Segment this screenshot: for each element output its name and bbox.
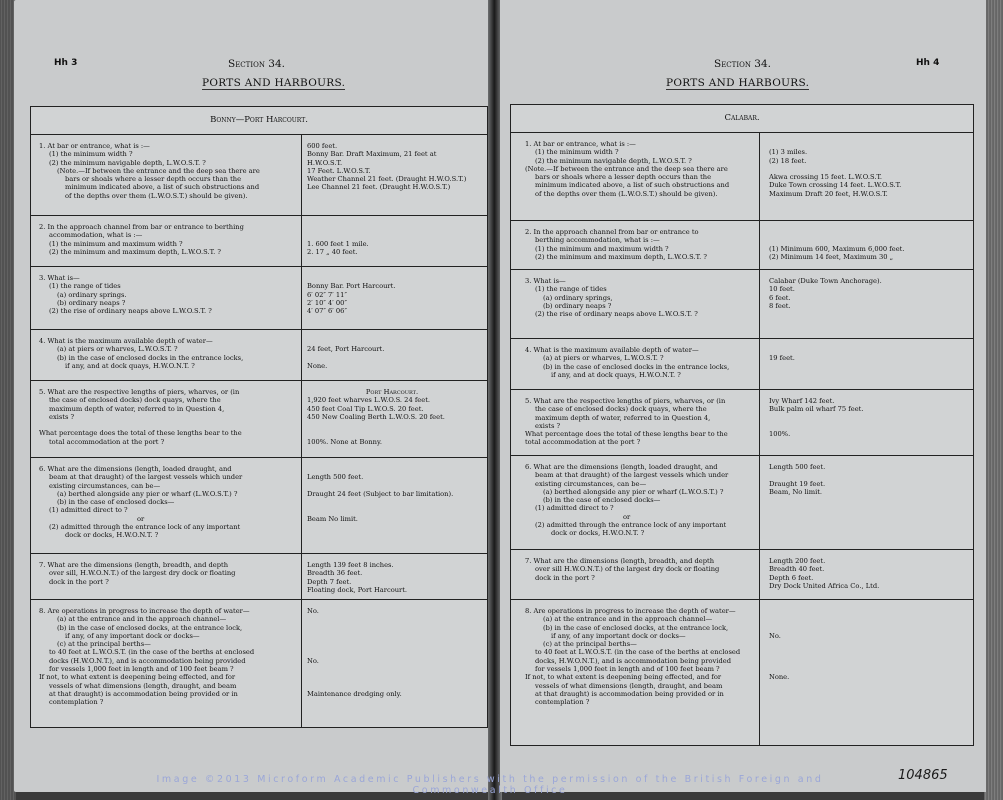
question-line: (1) the minimum and maximum width ? — [49, 239, 183, 248]
answer-line — [307, 498, 453, 506]
question-line: or — [137, 514, 145, 523]
table-heading: Bonny—Port Harcourt. — [31, 107, 487, 135]
question-4 — [39, 337, 243, 370]
question-line: 4. What is the maximum available depth of water— — [525, 346, 699, 354]
answer-1 — [307, 142, 466, 192]
row-divider — [31, 266, 487, 267]
answer-6 — [307, 465, 453, 523]
answer-line — [769, 648, 789, 656]
answer-line: Length 500 feet. — [769, 463, 826, 471]
question-line: 7. What are the dimensions (length, breadth, and depth — [39, 561, 229, 569]
question-5 — [525, 397, 728, 447]
answer-line: 19 feet. — [769, 354, 795, 363]
question-line: (c) at the principal berths— — [57, 640, 151, 649]
page-title: PORTS AND HARBOURS. — [202, 77, 346, 89]
question-line: 1. At bar or entrance, what is :— — [39, 142, 150, 150]
answer-line — [307, 421, 477, 429]
column-divider — [759, 132, 760, 745]
question-line: the case of enclosed docks) dock quays, where the — [49, 396, 221, 405]
section-heading: Section 34. — [714, 58, 771, 70]
question-line: 1. At bar or entrance, what is :— — [525, 140, 636, 148]
question-line: (a) berthed alongside any pier or wharf (L.W.O.S.T.) ? — [543, 487, 724, 496]
question-5 — [39, 388, 242, 446]
question-line: 8. Are operations in progress to increase the depth of water— — [525, 607, 736, 615]
question-line: (a) at piers or wharves, L.W.O.S.T. ? — [57, 345, 178, 354]
section-heading: Section 34. — [228, 58, 285, 70]
answer-line: Maximum Draft 20 feet, H.W.O.S.T. — [769, 189, 888, 198]
answer-line: Lee Channel 21 feet. (Draught H.W.O.S.T.) — [307, 183, 451, 192]
answer-line: 450 feet Coal Tip L.W.O.S. 20 feet. — [307, 404, 424, 413]
answer-line: Dry Dock United Africa Co., Ltd. — [769, 581, 880, 590]
answer-line — [769, 165, 901, 173]
answer-line: (1) 3 miles. — [769, 148, 808, 157]
question-line: if any, and at dock quays, H.W.O.N.T. ? — [551, 370, 681, 379]
answer-line — [307, 231, 369, 239]
answer-line — [769, 422, 864, 430]
answer-line — [769, 140, 901, 148]
question-line: (Note.—If between the entrance and the deep sea there are — [525, 164, 728, 173]
page-mark: Hh 4 — [916, 58, 940, 68]
answer-7 — [307, 561, 407, 594]
answer-line — [307, 682, 402, 690]
question-line: 4. What is the maximum available depth of water— — [39, 337, 213, 345]
question-line: If not, to what extent is deepening being effected, and for — [39, 673, 236, 682]
answer-line — [307, 624, 402, 632]
question-line: (b) in the case of enclosed docks in the entrance locks, — [57, 353, 244, 362]
question-line: 3. What is— — [525, 277, 566, 285]
answer-line: Floating dock, Port Harcourt. — [307, 585, 408, 594]
question-7 — [525, 557, 719, 582]
answer-3 — [307, 274, 395, 315]
question-line: (2) the rise of ordinary neaps above L.W.O.S.T. ? — [49, 307, 212, 316]
question-line: for vessels 1,000 feet in length and of 100 feet beam ? — [535, 665, 720, 674]
question-line: (b) in the case of enclosed docks, at the entrance lock, — [543, 623, 729, 632]
answer-line — [769, 657, 789, 665]
question-line: accommodation, what is :— — [49, 231, 143, 240]
question-line: at that draught) is accommodation being provided or in — [535, 689, 724, 698]
answer-line — [769, 236, 905, 244]
question-line: What percentage does the total of these lengths bear to the — [525, 430, 728, 439]
question-line: (Note.—If between the entrance and the deep sea there are — [57, 166, 260, 175]
answer-line — [307, 429, 477, 437]
question-line: (1) the minimum width ? — [49, 150, 133, 159]
answer-line: Breadth 40 feet. — [769, 565, 825, 574]
question-line: (a) ordinary springs, — [543, 293, 613, 302]
answer-line — [307, 673, 402, 681]
answer-line: 4′ 07″ 6′ 06″ — [307, 307, 347, 316]
row-divider — [511, 338, 973, 339]
answer-line: (2) Minimum 14 feet, Maximum 30 „ — [769, 252, 894, 261]
answer-line: 600 feet. — [307, 142, 338, 150]
answer-line: 2. 17 „ 40 feet. — [307, 247, 358, 256]
answer-line: Maintenance dredging only. — [307, 689, 402, 698]
question-line: existing circumstances, can be— — [535, 479, 647, 488]
answer-line: None. — [769, 673, 790, 682]
answer-3 — [769, 277, 882, 310]
answer-heading: Port Harcourt. — [365, 388, 419, 396]
row-divider — [511, 549, 973, 550]
answer-line — [769, 665, 789, 673]
answer-line — [307, 465, 453, 473]
question-line: contemplation ? — [535, 698, 590, 707]
answer-line: Breadth 36 feet. — [307, 569, 363, 578]
answer-line — [769, 346, 795, 354]
row-divider — [31, 380, 487, 381]
answer-line — [307, 223, 369, 231]
question-line: contemplation ? — [49, 698, 104, 707]
question-line: (a) at piers or wharves, L.W.O.S.T. ? — [543, 354, 664, 363]
row-divider — [511, 599, 973, 600]
answer-line — [769, 615, 789, 623]
question-8 — [525, 607, 740, 707]
question-line: 6. What are the dimensions (length, loaded draught, and — [525, 463, 718, 471]
question-line: (c) at the principal berths— — [543, 640, 637, 649]
watermark: Image ©2013 Microform Academic Publishers with the permission of the British Foreign and Commonwealth Office — [156, 774, 824, 796]
question-line: 5. What are the respective lengths of piers, wharves, or (in — [525, 397, 726, 405]
question-line: to 40 feet at L.W.O.S.T. (in the case of the berths at enclosed — [535, 648, 741, 657]
question-line: (1) the minimum and maximum width ? — [535, 244, 669, 253]
question-line: of the depths over them (L.W.O.S.T.) should be given). — [535, 189, 718, 198]
question-6 — [525, 463, 728, 538]
question-line: (b) ordinary neaps ? — [543, 301, 612, 310]
question-line: (2) the minimum and maximum depth, L.W.O.S.T. ? — [535, 252, 707, 261]
answer-line: Duke Town crossing 14 feet. L.W.O.S.T. — [769, 181, 902, 190]
question-line: minimum indicated above, a list of such obstructions and — [535, 181, 730, 190]
row-divider — [31, 329, 487, 330]
answer-line — [307, 665, 402, 673]
answer-line — [307, 482, 453, 490]
question-line: 7. What are the dimensions (length, breadth, and depth — [525, 557, 715, 565]
answer-line: Weather Channel 21 feet. (Draught H.W.O.S.T.) — [307, 175, 467, 184]
question-line: 8. Are operations in progress to increase the depth of water— — [39, 607, 250, 615]
question-line: (b) in the case of enclosed docks in the entrance locks, — [543, 362, 730, 371]
answer-4 — [769, 346, 795, 363]
answer-line: 6 feet. — [769, 293, 791, 302]
question-line: over sill, H.W.O.N.T.) of the largest dry dock or floating — [49, 569, 236, 578]
answer-line: Length 500 feet. — [307, 473, 364, 482]
question-line: (b) ordinary neaps ? — [57, 298, 126, 307]
question-line: (a) ordinary springs. — [57, 290, 127, 299]
row-divider — [31, 457, 487, 458]
answer-1 — [769, 140, 901, 198]
answer-line: 100%. — [769, 430, 791, 439]
questionnaire-table — [30, 106, 488, 728]
row-divider — [31, 553, 487, 554]
question-line: What percentage does the total of these lengths bear to the — [39, 429, 242, 438]
question-line: (b) in the case of enclosed docks, at the entrance lock, — [57, 623, 243, 632]
question-line: docks (H.W.O.N.T.), and is accommodation being provided — [49, 656, 246, 665]
question-line: (1) the minimum width ? — [535, 148, 619, 157]
question-line: (1) admitted direct to ? — [535, 504, 614, 513]
question-line: beam at that draught) of the largest vessels which under — [535, 471, 729, 480]
question-line: (a) at the entrance and in the approach channel— — [57, 615, 227, 624]
question-3 — [525, 277, 698, 318]
answer-line: H.W.O.S.T. — [307, 158, 343, 167]
question-line — [39, 421, 242, 429]
question-line: if any, of any important dock or docks— — [551, 631, 686, 640]
question-8 — [39, 607, 254, 707]
question-line: vessels of what dimensions (length, draught, and beam — [49, 681, 237, 690]
question-line: 2. In the approach channel from bar or entrance to berthing — [39, 223, 244, 231]
answer-line: Draught 19 feet. — [769, 479, 826, 488]
questionnaire-table — [510, 104, 974, 746]
question-line: maximum depth of water, referred to in Question 4, — [49, 404, 225, 413]
answer-2 — [307, 223, 369, 256]
answer-line: Bulk palm oil wharf 75 feet. — [769, 405, 864, 414]
page-title: PORTS AND HARBOURS. — [666, 77, 810, 89]
question-line: dock or docks, H.W.O.N.T. ? — [551, 529, 645, 538]
row-divider — [31, 215, 487, 216]
question-line: (2) admitted through the entrance lock of any important — [535, 521, 727, 530]
answer-line: No. — [307, 656, 319, 665]
answer-line: 1. 600 feet 1 mile. — [307, 239, 369, 248]
answer-7 — [769, 557, 879, 590]
answer-line: 10 feet. — [769, 285, 795, 294]
answer-line — [769, 471, 825, 479]
row-divider — [31, 599, 487, 600]
answer-4 — [307, 337, 384, 370]
question-line: to 40 feet at L.W.O.S.T. (in the case of the berths at enclosed — [49, 648, 255, 657]
answer-line — [769, 228, 905, 236]
answer-line: Beam, No limit. — [769, 487, 823, 496]
answer-line: 24 feet, Port Harcourt. — [307, 345, 385, 354]
answer-line — [769, 624, 789, 632]
question-line: (a) berthed alongside any pier or wharf (L.W.O.S.T.) ? — [57, 489, 238, 498]
answer-6 — [769, 463, 825, 496]
question-line: bars or shoals where a lesser depth occurs than the — [535, 173, 712, 182]
answer-5 — [769, 397, 864, 438]
question-line: 6. What are the dimensions (length, loaded draught, and — [39, 465, 232, 473]
question-line: dock in the port ? — [49, 577, 109, 586]
question-line: docks, H.W.O.N.T.), and is accommodation being provided — [535, 656, 731, 665]
answer-line — [307, 506, 453, 514]
question-line: if any, of any important dock or docks— — [65, 631, 200, 640]
answer-line: 6′ 02″ 7′ 11″ — [307, 290, 347, 299]
answer-line: 1,920 feet wharves L.W.O.S. 24 feet. — [307, 396, 431, 405]
answer-line: Akwa crossing 15 feet. L.W.O.S.T. — [769, 173, 883, 182]
question-line: total accommodation at the port ? — [49, 437, 165, 446]
question-line: the case of enclosed docks) dock quays, where the — [535, 405, 707, 414]
answer-line: Draught 24 feet (Subject to bar limitation). — [307, 489, 454, 498]
answer-line — [769, 607, 789, 615]
answer-line: No. — [307, 607, 319, 615]
question-line: (a) at the entrance and in the approach channel— — [543, 615, 713, 624]
page-mark: Hh 3 — [54, 58, 78, 68]
answer-line: 100%. None at Bonny. — [307, 437, 383, 446]
left-page — [14, 0, 490, 792]
question-line: (1) the range of tides — [49, 282, 121, 291]
row-divider — [511, 220, 973, 221]
question-1 — [525, 140, 729, 198]
question-line: (2) the minimum and maximum depth, L.W.O.S.T. ? — [49, 247, 221, 256]
answer-line — [307, 337, 384, 345]
question-line: 3. What is— — [39, 274, 80, 282]
answer-line: Bonny Bar. Draft Maximum, 21 feet at — [307, 150, 437, 159]
question-line: exists ? — [535, 421, 561, 430]
question-line: at that draught) is accommodation being provided or in — [49, 689, 238, 698]
question-line: minimum indicated above, a list of such obstructions and — [65, 183, 260, 192]
answer-line: Length 139 feet 8 inches. — [307, 561, 394, 569]
answer-line — [307, 354, 384, 362]
question-4 — [525, 346, 729, 379]
answer-8 — [307, 607, 402, 698]
question-line: (2) the minimum navigable depth, L.W.O.S.T. ? — [49, 158, 206, 167]
row-divider — [511, 389, 973, 390]
answer-5 — [307, 388, 477, 446]
answer-line — [307, 615, 402, 623]
question-2 — [525, 228, 707, 261]
answer-8 — [769, 607, 789, 682]
answer-line: 2′ 10″ 4′ 00″ — [307, 298, 347, 307]
question-line: (b) in the case of enclosed docks— — [57, 498, 175, 507]
right-page — [500, 0, 986, 792]
question-line: 5. What are the respective lengths of piers, wharves, or (in — [39, 388, 240, 396]
question-line: exists ? — [49, 412, 75, 421]
handwritten-reference: 104865 — [898, 768, 948, 783]
question-2 — [39, 223, 244, 256]
question-line: berthing accommodation, what is :— — [535, 236, 660, 245]
answer-line — [307, 640, 402, 648]
column-divider — [301, 134, 302, 727]
question-line: total accommodation at the port ? — [525, 438, 641, 447]
answer-line — [307, 648, 402, 656]
answer-line: None. — [307, 361, 328, 370]
answer-line: 450 New Coaling Berth L.W.O.S. 20 feet. — [307, 412, 445, 421]
question-line: vessels of what dimensions (length, draught, and beam — [535, 681, 723, 690]
table-heading: Calabar. — [511, 105, 973, 133]
answer-line: Depth 6 feet. — [769, 573, 814, 582]
row-divider — [511, 269, 973, 270]
question-line: maximum depth of water, referred to in Question 4, — [535, 413, 711, 422]
question-line: dock or docks, H.W.O.N.T. ? — [65, 531, 159, 540]
question-line: (2) admitted through the entrance lock of any important — [49, 523, 241, 532]
answer-line: 17 Feet. L.W.O.S.T. — [307, 166, 371, 175]
question-7 — [39, 561, 235, 586]
answer-line: Bonny Bar. Port Harcourt. — [307, 282, 396, 291]
question-line: (2) the minimum navigable depth, L.W.O.S.T. ? — [535, 156, 692, 165]
answer-line: Beam No limit. — [307, 514, 358, 523]
answer-line: Length 200 feet. — [769, 557, 826, 565]
page-edges-right — [984, 0, 1003, 800]
question-1 — [39, 142, 260, 200]
answer-line — [307, 632, 402, 640]
answer-line — [307, 274, 395, 282]
answer-line — [769, 640, 789, 648]
question-6 — [39, 465, 242, 540]
answer-line: Calabar (Duke Town Anchorage). — [769, 277, 882, 285]
question-line: If not, to what extent is deepening being effected, and for — [525, 673, 722, 682]
question-line: of the depths over them (L.W.O.S.T.) should be given). — [65, 191, 248, 200]
answer-line: (2) 18 feet. — [769, 156, 807, 165]
question-line: (1) the range of tides — [535, 285, 607, 294]
question-line: 2. In the approach channel from bar or entrance to — [525, 228, 699, 236]
question-line: over sill H.W.O.N.T.) of the largest dry dock or floating — [535, 565, 720, 574]
row-divider — [511, 455, 973, 456]
answer-line: (1) Minimum 600, Maximum 6,000 feet. — [769, 244, 905, 253]
question-line: if any, and at dock quays, H.W.O.N.T. ? — [65, 361, 195, 370]
question-3 — [39, 274, 212, 315]
answer-2 — [769, 228, 905, 261]
question-line: or — [623, 512, 631, 521]
answer-line: 8 feet. — [769, 301, 791, 310]
question-line: (b) in the case of enclosed docks— — [543, 496, 661, 505]
question-line: (2) the rise of ordinary neaps above L.W.O.S.T. ? — [535, 310, 698, 319]
question-line: bars or shoals where a lesser depth occurs than the — [65, 175, 242, 184]
question-line: (1) admitted direct to ? — [49, 506, 128, 515]
question-line: dock in the port ? — [535, 573, 595, 582]
question-line: for vessels 1,000 feet in length and of 100 feet beam ? — [49, 665, 234, 674]
question-line: beam at that draught) of the largest vessels which under — [49, 473, 243, 482]
answer-line: No. — [769, 631, 781, 640]
answer-line — [769, 414, 864, 422]
answer-line: Depth 7 feet. — [307, 577, 352, 586]
question-line: existing circumstances, can be— — [49, 481, 161, 490]
answer-line: Ivy Wharf 142 feet. — [769, 397, 835, 405]
